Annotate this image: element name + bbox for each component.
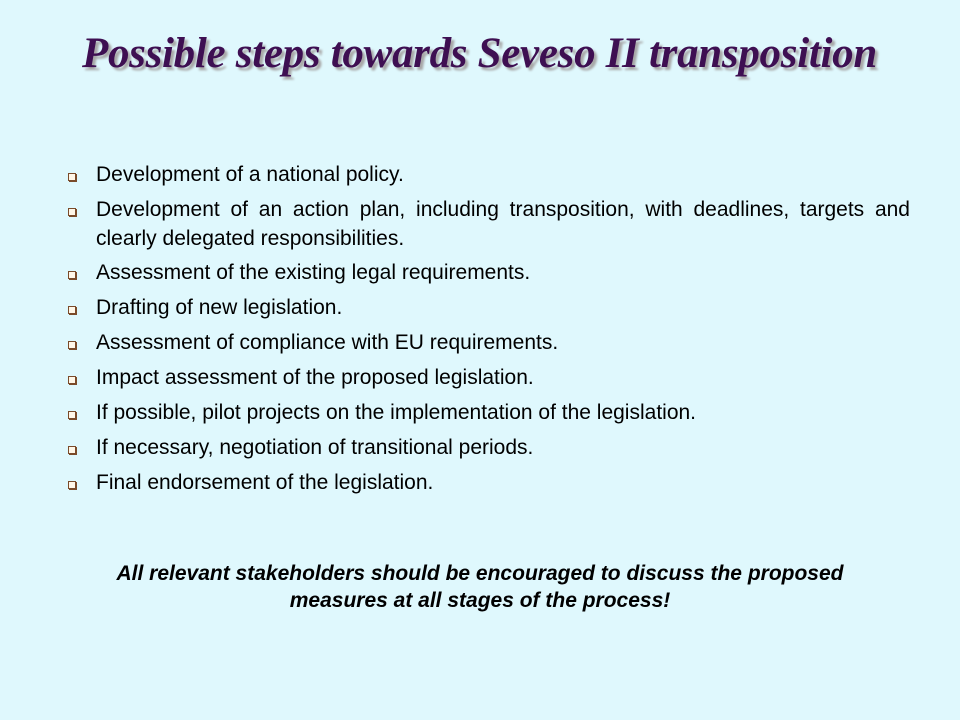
list-item-text: Final endorsement of the legislation. (96, 471, 434, 494)
list-item (68, 363, 910, 393)
list-item (68, 258, 910, 288)
square-bullet-icon (68, 195, 96, 225)
list-item (68, 398, 910, 428)
list-item-text: If necessary, negotiation of transitional periods. (96, 436, 534, 459)
square-bullet-icon (68, 363, 96, 393)
list-item-text: Assessment of the existing legal requirements. (96, 261, 531, 284)
list-item (68, 293, 910, 323)
list-item-text: Development of a national policy. (96, 163, 404, 186)
square-bullet-icon (68, 293, 96, 323)
list-item (68, 468, 910, 498)
closing-note: All relevant stakeholders should be encouraged to discuss the proposed measures at all stages of the process! (116, 562, 844, 612)
list-item (68, 328, 910, 358)
list-item-text: Drafting of new legislation. (96, 296, 343, 319)
list-item-text: Assessment of compliance with EU requirements. (96, 331, 559, 354)
square-bullet-icon (68, 328, 96, 358)
bullet-list (68, 160, 910, 503)
list-item-text: If possible, pilot projects on the implementation of the legislation. (96, 401, 697, 424)
square-bullet-icon (68, 398, 96, 428)
square-bullet-icon (68, 433, 96, 463)
list-item-text: Impact assessment of the proposed legislation. (96, 366, 534, 389)
list-item (68, 160, 910, 190)
list-item (68, 433, 910, 463)
list-item-text: Development of an action plan, including transposition, with deadlines, targets and clearly delegated responsibilities. (96, 198, 910, 250)
slide-title: Possible steps towards Seveso II transposition (82, 30, 877, 77)
square-bullet-icon (68, 468, 96, 498)
list-item (68, 195, 910, 253)
square-bullet-icon (68, 160, 96, 190)
square-bullet-icon (68, 258, 96, 288)
